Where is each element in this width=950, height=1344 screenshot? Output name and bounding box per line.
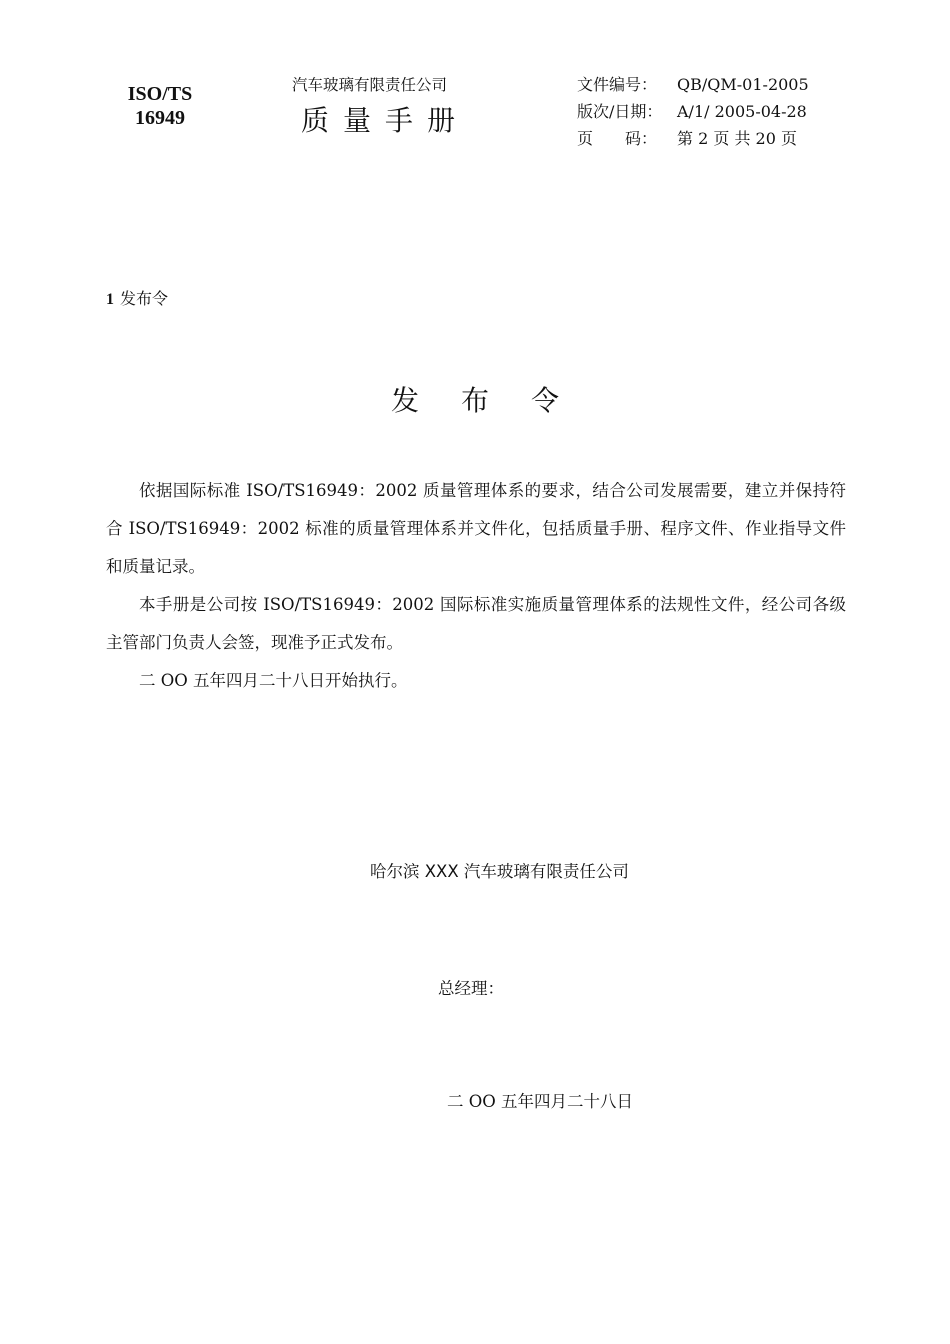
doc-number-row <box>577 72 809 95</box>
version-value: A/1/ 2005-04-28 <box>677 102 807 121</box>
doc-number-label: 文件编号： <box>577 75 658 94</box>
section-title: 发布令 <box>120 289 169 308</box>
paragraph: 本手册是公司按 ISO/TS16949：2002 国际标准实施质量管理体系的法规性文件，经公司各级主管部门负责人会签，现准予正式发布。 <box>106 595 846 652</box>
section-number: 1 <box>106 291 114 308</box>
standard-line-2: 16949 <box>135 107 185 129</box>
standard-label <box>110 82 210 130</box>
doc-number-value: QB/QM-01-2005 <box>677 75 809 94</box>
company-name-header: 汽车玻璃有限责任公司 <box>292 76 448 94</box>
version-row <box>577 99 807 122</box>
signature-company: 哈尔滨 XXX 汽车玻璃有限责任公司 <box>370 862 629 881</box>
page-number-label: 页 码： <box>577 129 658 148</box>
paragraph: 二 OO 五年四月二十八日开始执行。 <box>139 671 408 690</box>
paragraph: 依据国际标准 ISO/TS16949：2002 质量管理体系的要求，结合公司发展需要，建立并保持符合 ISO/TS16949：2002 标准的质量管理体系并文件化，包括质量手册、程序文件、作业指导文件和质量记录。 <box>106 481 846 576</box>
signature-date: 二 OO 五年四月二十八日 <box>447 1092 634 1111</box>
version-label: 版次/日期： <box>577 102 663 121</box>
page-title: 发布令 <box>390 384 601 417</box>
manual-title: 质量手册 <box>301 104 470 137</box>
page-number-value: 第 2 页 共 20 页 <box>677 129 797 148</box>
page-number-row <box>577 126 797 149</box>
section-heading <box>106 286 168 309</box>
body-text <box>106 472 846 700</box>
standard-line-1: ISO/TS <box>127 83 193 105</box>
general-manager-label: 总经理： <box>438 979 504 998</box>
